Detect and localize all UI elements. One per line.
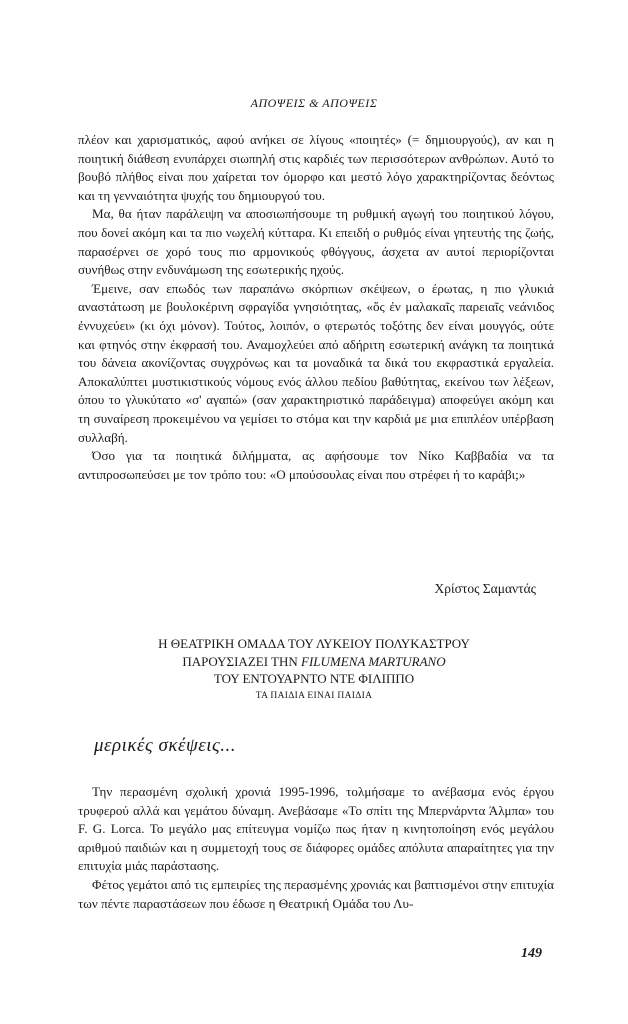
- play-title: FILUMENA MARTURANO: [301, 653, 446, 669]
- announcement-line: ΤΟΥ ΕΝΤΟΥΑΡΝΤΟ ΝΤΕ ΦΙΛΙΠΠΟ: [213, 671, 415, 686]
- paragraph: Φέτος γεμάτοι από τις εμπειρίες της περασμένης χρονιάς και βαπτισμένοι στην επιτυχία των πέντε παραστάσεων που έδωσε η Θεατρική Ομάδα του Λυ-: [78, 876, 554, 911]
- paragraph: Έμεινε, σαν επωδός των παραπάνω σκόρπιων σκέψεων, ο έρωτας, η πιο γλυκιά αναστάτωση με βουλοκέρινη σφραγίδα γνησιότητας, «ὅς ἐν μαλακαῖς παρειαῖς νεάνιδος ἐννυχεύει» (κι όχι μόνον). Τούτος, λοιπόν, ο φτερωτός τοξότης δεν είναι μουγγός, ούτε και φτηνός στην έκφρασή του. Αναμοχλεύει από αδήριτη εσωτερική ανάγκη τα ποιητικά του δάνεια ακονίζοντας συγχρόνως και τα μοναδικά τα δικά του εκφραστικά εργαλεία. Αποκαλύπτει μυστικιστικούς νόμους ενός άλλου πεδίου βαθύτητας, εκείνου των λέξεων, όπου το γλυκύτατο «σ' αγαπώ» (σαν χαρακτηριστικό παράδειγμα) αποφεύγει ακόμη και τη συναίρεση προκειμένου να γεμίσει το στόμα και την καρδιά με μια επιπλέον υπέρβαση συλλαβή.: [78, 280, 554, 445]
- running-header: ΑΠΟΨΕΙΣ & ΑΠΟΨΕΙΣ: [250, 96, 378, 110]
- author-signature: Χρίστος Σαμαντάς: [434, 581, 536, 596]
- paragraph: Μα, θα ήταν παράλειψη να αποσιωπήσουμε τη ρυθμική αγωγή του ποιητικού λόγου, που δονεί ακόμη και τα πιο νωχελή κύτταρα. Κι επειδή ο ρυθμός είναι γητευτής της ζωής, παρασέρνει σε χορό τους πιο αρμονικούς φθόγγους, άσχετα αν αυτοί περιορίζονται συνήθως στην ενδυνάμωση της εσωτερικής ηχούς.: [78, 206, 554, 278]
- paragraph: Την περασμένη σχολική χρονιά 1995-1996, τολμήσαμε το ανέβασμα ενός έργου τρυφερού αλλά και γεμάτου δύναμη. Ανεβάσαμε «Το σπίτι της Μπερνάρντα Άλμπα» του F. G. Lorca. Το μεγάλο μας επίτευγμα νομίζω πως ήταν η κινητοποίηση ενός μεγάλου αριθμού παιδιών και η συμμετοχή τους σε διάφορες ομάδες απόλυτα απαραίτητες για την επιτυχία μιάς παράστασης.: [78, 784, 554, 874]
- paragraph: Όσο για τα ποιητικά διλήμματα, ας αφήσουμε τον Νίκο Καββαδία να τα αντιπροσωπεύσει με τον τρόπο του: «Ο μπούσουλας είναι που στρέφει ή το καράβι;»: [78, 448, 554, 482]
- announcement-block: [0, 635, 628, 704]
- article-body: [78, 783, 554, 913]
- announcement-line: Η ΘΕΑΤΡΙΚΗ ΟΜΑΔΑ ΤΟΥ ΛΥΚΕΙΟΥ ΠΟΛΥΚΑΣΤΡΟΥ: [158, 636, 470, 651]
- section-heading: μερικές σκέψεις...: [94, 735, 236, 756]
- announcement-line: [0, 653, 628, 671]
- announcement-prefix: ΠΑΡΟΥΣΙΑΖΕΙ ΤΗΝ: [182, 653, 302, 669]
- paragraph-continuation: πλέον και χαρισματικός, αφού ανήκει σε λίγους «ποιητές» (= δημιουργούς), αν και η ποιητική διάθεση ενυπάρχει σιωπηλή στις καρδιές των περισσότερων ανθρώπων. Αυτό το βουβό πλήθος είναι που χαίρεται τον όμορφο και μεστό λόγο χαρακτηρίζοντας δεόντως και τη γενναιότητα ψυχής του δημιουργού του.: [78, 132, 554, 203]
- page-number: 149: [521, 946, 542, 961]
- announcement-subtitle: ΤΑ ΠΑΙΔΙΑ ΕΙΝΑΙ ΠΑΙΔΙΑ: [255, 690, 373, 701]
- article-body: [78, 131, 554, 484]
